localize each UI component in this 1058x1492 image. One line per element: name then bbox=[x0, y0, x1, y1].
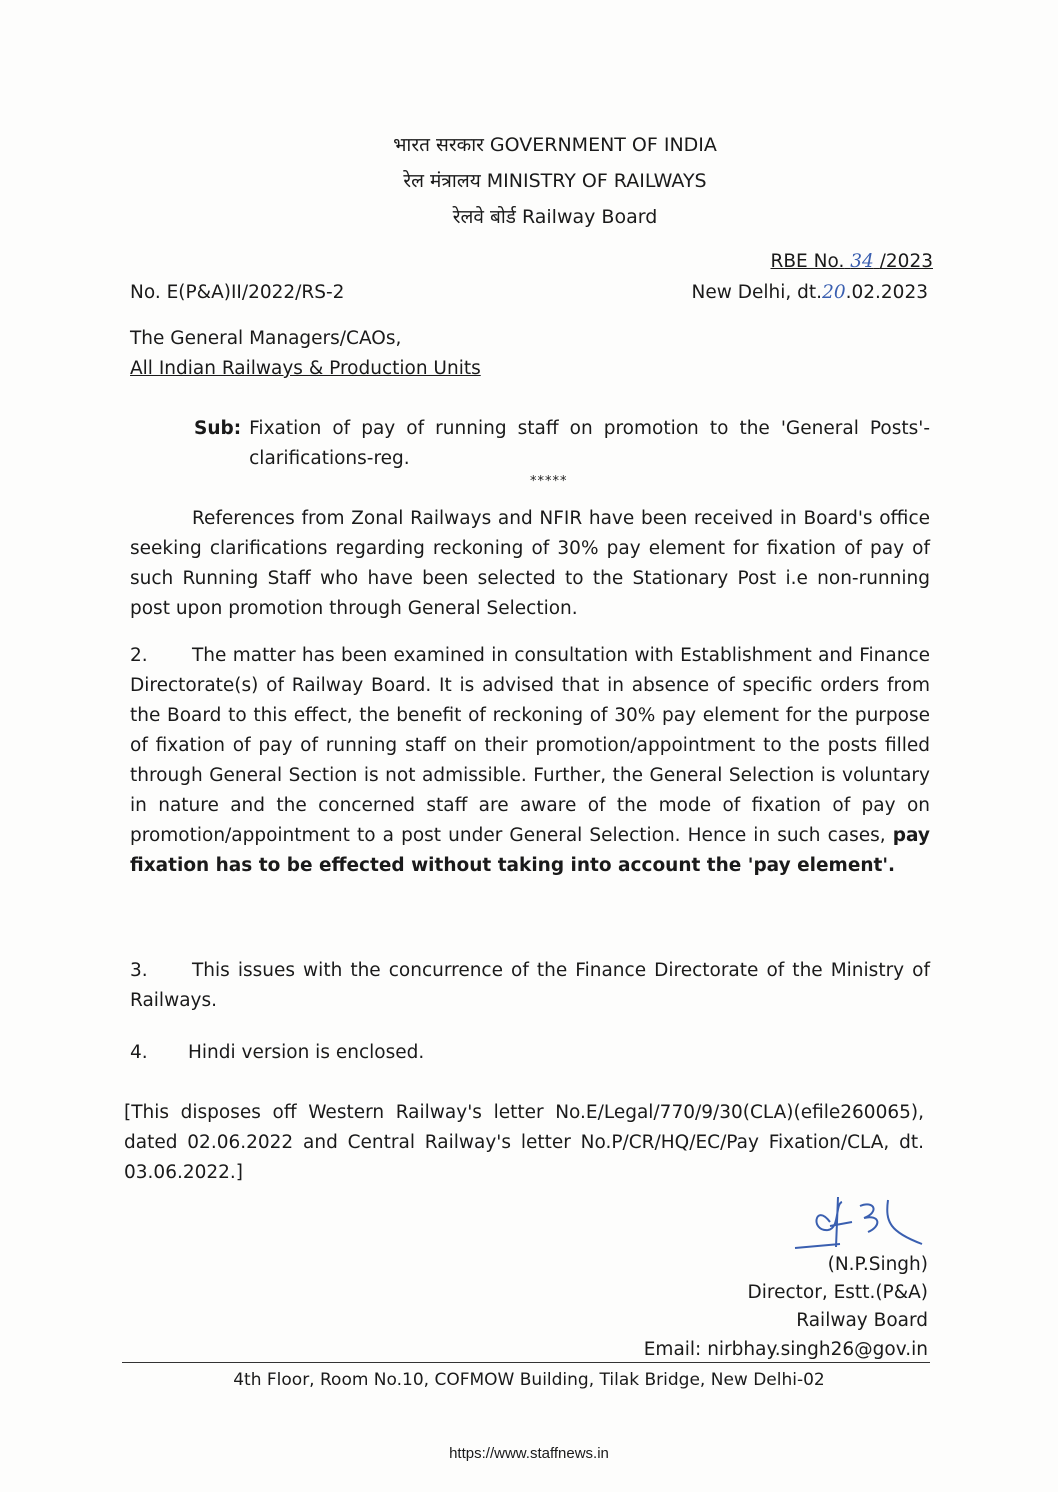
paragraph-3-number: 3. bbox=[130, 960, 148, 981]
rbe-prefix: RBE No. bbox=[770, 251, 845, 272]
subject-label: Sub: bbox=[194, 418, 242, 439]
header-ministry: रेल मंत्रालय MINISTRY OF RAILWAYS bbox=[403, 170, 707, 192]
date-prefix: New Delhi, dt. bbox=[691, 282, 823, 303]
file-number: No. E(P&A)II/2022/RS-2 bbox=[130, 282, 345, 303]
paragraph-4 bbox=[130, 1038, 930, 1068]
paragraph-4-text: Hindi version is enclosed. bbox=[188, 1042, 425, 1063]
footer-divider bbox=[122, 1362, 930, 1363]
paragraph-4-number: 4. bbox=[130, 1042, 148, 1063]
signatory-name: (N.P.Singh) bbox=[827, 1254, 928, 1275]
rbe-number bbox=[771, 247, 934, 277]
subject bbox=[194, 414, 930, 474]
paragraph-3 bbox=[130, 956, 930, 1016]
signatory-office: Railway Board bbox=[796, 1310, 928, 1331]
date-handwritten-day: 20 bbox=[822, 282, 846, 303]
paragraph-5: [This disposes off Western Railway's letter No.E/Legal/770/9/30(CLA)(efile260065), dated 02.06.2022 and Central Railway's letter No.P/CR/HQ/EC/Pay Fixation/CLA, dt. 03.06.2022.] bbox=[124, 1102, 924, 1183]
addressee-line2: All Indian Railways & Production Units bbox=[130, 358, 481, 379]
paragraph-2-number: 2. bbox=[130, 645, 148, 666]
separator-stars: ***** bbox=[530, 474, 568, 489]
paragraph-1: References from Zonal Railways and NFIR have been received in Board's office seeking clarifications regarding reckoning of 30% pay element for fixation of pay of such Running Staff who have been selected to the Stationary Post i.e non-running post upon promotion through General Selection. bbox=[130, 508, 930, 619]
header-board: रेलवे बोर्ड Railway Board bbox=[452, 206, 658, 228]
paragraph-3-text: This issues with the concurrence of the Finance Directorate of the Ministry of Railways. bbox=[130, 960, 930, 1011]
website-watermark[interactable]: https://www.staffnews.in bbox=[449, 1445, 609, 1462]
header-govt: भारत सरकार GOVERNMENT OF INDIA bbox=[393, 134, 717, 156]
signature-image bbox=[790, 1192, 930, 1257]
signatory-email bbox=[644, 1335, 928, 1365]
letter-date bbox=[692, 278, 928, 308]
subject-text: Fixation of pay of running staff on promotion to the 'General Posts'- clarifications-reg. bbox=[249, 418, 930, 469]
rbe-handwritten-number: 34 bbox=[850, 251, 874, 272]
date-rest: .02.2023 bbox=[845, 282, 928, 303]
paragraph-2-bold-text: pay fixation has to be effected without taking into account the 'pay element'. bbox=[130, 825, 930, 876]
rbe-suffix: /2023 bbox=[879, 251, 933, 272]
signatory-designation: Director, Estt.(P&A) bbox=[747, 1282, 928, 1303]
paragraph-2-text: The matter has been examined in consultation with Establishment and Finance Directorate(s) of Railway Board. It is advised that in absence of specific orders from the Board to this effect, the benefit of reckoning of 30% pay element for the purpose of fixation of pay of running staff on their promotion/appointment to the posts filled through General Section is not admissible. Further, the General Selection is voluntary in nature and the concerned staff are aware of the mode of fixation of pay on promotion/appointment to a post under General Selection. Hence in such cases, bbox=[130, 645, 930, 846]
email-label: Email: bbox=[643, 1339, 702, 1360]
paragraph-2 bbox=[130, 641, 930, 881]
footer-address: 4th Floor, Room No.10, COFMOW Building, Tilak Bridge, New Delhi-02 bbox=[233, 1370, 825, 1390]
addressee-line1: The General Managers/CAOs, bbox=[130, 328, 402, 349]
email-address[interactable]: nirbhay.singh26@gov.in bbox=[707, 1339, 928, 1360]
